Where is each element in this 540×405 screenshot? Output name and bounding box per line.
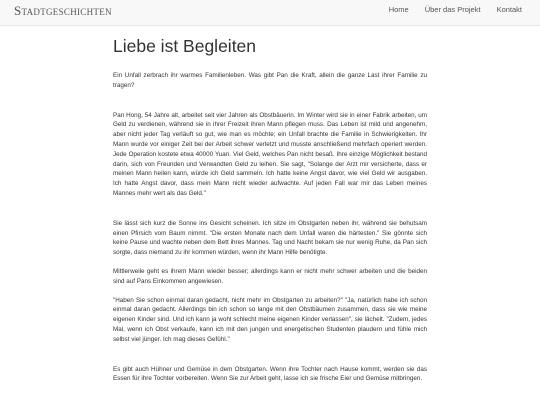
nav-link-home[interactable]: Home — [388, 5, 409, 14]
article-paragraph: Mittlerweile geht es ihrem Mann wieder besser; allerdings kann er nicht mehr schwer arbeiten und die beiden sind auf Pans Einkommen angewiesen. — [113, 267, 427, 285]
top-navbar — [0, 0, 540, 26]
site-brand[interactable]: Stadtgeschichten — [14, 3, 112, 18]
article-lead: Ein Unfall zerbrach ihr warmes Familienleben. Was gibt Pan die Kraft, allein die ganze Last ihrer Familie zu tragen? — [113, 72, 427, 89]
article-paragraph: "Haben Sie schon einmal daran gedacht, nicht mehr im Obstgarten zu arbeiten?" "Ja, natürlich habe ich schon einmal daran gedacht. Allerdings bin ich schon so lange mit den Obstbäumen zusammen, dass sie wie meine eigenen Kinder sind. Und ich kann ja wohl schlecht meine eigenen Kinder verlassen", sie lächelt. "Zudem, jedes Mal, wenn ich Obst verkaufe, kann ich mit den jungen und energetischen Studenten plaudern und fühle mich selbst viel jünger. Ich mag dieses Gefühl." — [113, 296, 427, 343]
article-paragraph: Pan Hong, 54 Jahre alt, arbeitet seit vier Jahren als Obstbäuerin. Im Winter wird sie in einer Fabrik arbeiten, um Geld zu verdienen, während sie in ihrer Freizeit ihren Mann pflegen muss. Das Leben ist mild und angenehm, aber nicht jeder Tag verläuft so gut, wie man es möchte; ein Unfall brachte die Familie in Schwierigkeiten. Ihr Mann wurde vor einiger Zeit bei der Arbeit schwer verletzt und musste anschließend mehrfach operiert werden. Jede Operation kostete etwa 40000 Yuan. Viel Geld, welches Pan nicht besaß. Ihre einzige Möglichkeit bestand darin, sich von Freunden und Verwandten Geld zu leihen. Sie sagt, "Solange der Arzt mir versicherte, dass er meinen Mann heilen kann, würde ich Geld sammeln. Ich hatte keine Angst davor, wie viel Geld wir ausgaben. Ich hatte Angst davor, dass mein Mann nicht wieder aufwachte. Auf jeden Fall war mir das Leben meines Mannes mehr wert als das Geld." — [113, 111, 427, 197]
article-title: Liebe ist Begleiten — [113, 36, 257, 56]
nav-link-contact[interactable]: Kontakt — [496, 5, 522, 14]
nav-link-about[interactable]: Über das Projekt — [424, 5, 481, 14]
nav-links — [381, 5, 530, 14]
article-paragraph: Es gibt auch Hühner und Gemüse in dem Obstgarten. Wenn ihre Tochter nach Hause kommt, werden sie das Essen für ihre Tochter vorbereiten. Wenn Sie zur Arbeit geht, lasse ich sie frische Eier und Gemüse mitbringen. — [113, 365, 427, 383]
article-paragraph: Sie lässt sich kurz die Sonne ins Gesicht scheinen. Ich sitze im Obstgarten neben ihr, während sie behutsam einen Pfirsich vom Baum nimmt. "Die ersten Monate nach dem Unfall waren die härtesten." Sie gönnte sich keine Pause und wachte neben dem Bett ihres Mannes. Tag und Nacht bekam sie nur wenig Ruhe, da Pan sich sorgte, dass niemand zu ihr kommen würden, wenn ihr Mann Hilfe benötigte. — [113, 219, 427, 257]
article — [113, 36, 427, 393]
